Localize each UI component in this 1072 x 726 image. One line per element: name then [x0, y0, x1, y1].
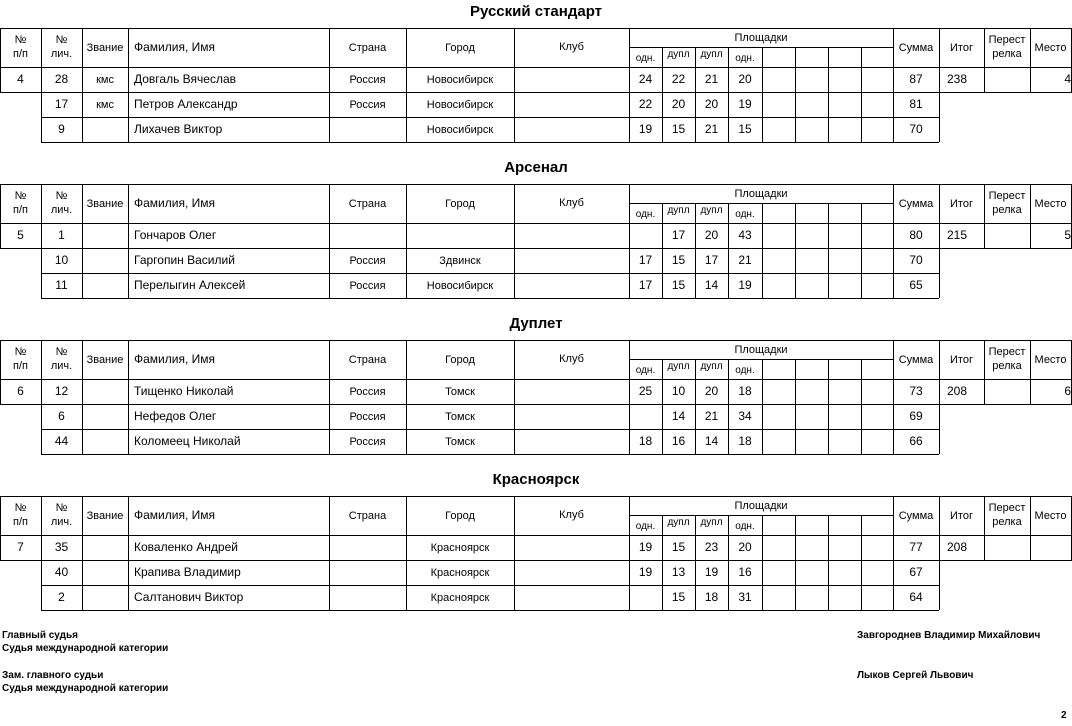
header-venue-sub: дупл	[700, 49, 723, 60]
header-place: Место	[1034, 198, 1067, 210]
grid-line	[795, 67, 796, 92]
player-score: 20	[738, 540, 752, 554]
header-venue-sub: дупл	[700, 361, 723, 372]
header-venue-sub: одн.	[635, 209, 656, 220]
grid-line	[82, 404, 83, 454]
player-score: 43	[738, 228, 752, 242]
header-rank: Звание	[86, 510, 124, 522]
grid-line	[762, 67, 763, 92]
team-npp: 6	[17, 384, 24, 398]
grid-line	[939, 248, 940, 298]
grid-line	[0, 379, 1072, 380]
grid-line	[795, 404, 796, 454]
player-score: 15	[671, 278, 686, 292]
grid-line	[406, 223, 407, 248]
grid-line	[41, 142, 939, 143]
header-total: Итог	[950, 42, 973, 54]
player-score: 14	[671, 409, 686, 423]
player-country: Россия	[349, 280, 386, 292]
player-score: 23	[704, 540, 719, 554]
grid-line	[861, 248, 862, 298]
grid-line	[861, 67, 862, 92]
player-score: 20	[671, 97, 686, 111]
grid-line	[939, 92, 940, 142]
grid-line	[514, 535, 515, 560]
header-name: Фамилия, Имя	[134, 508, 215, 522]
grid-line	[514, 248, 515, 298]
header-playoff: Перест	[988, 34, 1026, 46]
player-city: Томск	[445, 386, 475, 398]
team-title: Русский стандарт	[469, 3, 603, 20]
grid-line	[795, 515, 796, 536]
header-club: Клуб	[559, 197, 584, 209]
player-score: 24	[638, 72, 653, 86]
grid-line	[762, 248, 763, 298]
header-venue-sub: дупл	[667, 49, 690, 60]
header-city: Город	[445, 42, 475, 54]
player-score: 10	[671, 384, 686, 398]
header-club: Клуб	[559, 509, 584, 521]
grid-line	[0, 92, 1072, 93]
header-venue-sub: одн.	[635, 521, 656, 532]
header-sum: Сумма	[898, 510, 934, 522]
player-score: 22	[671, 72, 686, 86]
player-rank: кмс	[96, 74, 114, 86]
header-playoff: Перест	[988, 502, 1026, 514]
grid-line	[762, 560, 763, 610]
grid-line	[762, 515, 763, 536]
player-score: 17	[704, 253, 719, 267]
team-npp: 4	[17, 72, 24, 86]
player-sum: 73	[909, 384, 923, 398]
player-city: Красноярск	[430, 592, 490, 604]
grid-line	[861, 92, 862, 142]
player-score: 15	[671, 590, 686, 604]
player-name: Салтанович Виктор	[134, 590, 244, 604]
grid-line	[861, 223, 862, 248]
player-score: 18	[738, 384, 752, 398]
player-name: Довгаль Вячеслав	[134, 72, 237, 86]
header-venue-sub: одн.	[635, 53, 656, 64]
header-npp: №	[14, 502, 27, 514]
grid-line	[795, 92, 796, 142]
chief-judge-title: Главный судья	[2, 630, 78, 641]
header-playoff: релка	[992, 48, 1022, 60]
grid-line	[1030, 535, 1031, 560]
player-number: 2	[58, 590, 65, 604]
header-total: Итог	[950, 510, 973, 522]
grid-line	[939, 560, 940, 610]
player-number: 17	[54, 97, 69, 111]
team-place: 5	[1064, 228, 1071, 242]
header-npp: п/п	[13, 48, 28, 60]
player-name: Нефедов Олег	[134, 409, 217, 423]
player-score: 20	[704, 97, 719, 111]
grid-line	[861, 515, 862, 536]
grid-line	[984, 223, 985, 248]
grid-line	[828, 47, 829, 68]
player-score: 14	[704, 278, 719, 292]
grid-line	[762, 535, 763, 560]
deputy-judge-name: Лыков Сергей Львович	[857, 670, 974, 681]
grid-line	[514, 223, 515, 248]
player-score: 19	[704, 565, 719, 579]
player-score: 18	[638, 434, 653, 448]
header-playoff: релка	[992, 204, 1022, 216]
grid-line	[795, 359, 796, 380]
header-venue-sub: дупл	[667, 361, 690, 372]
grid-line	[629, 223, 630, 248]
team-total: 208	[947, 384, 968, 398]
team-total: 238	[947, 72, 968, 86]
grid-line	[329, 223, 330, 248]
header-playoff: релка	[992, 516, 1022, 528]
grid-line	[0, 28, 1072, 29]
team-title: Красноярск	[492, 471, 580, 488]
header-place: Место	[1034, 354, 1067, 366]
player-city: Красноярск	[430, 567, 490, 579]
player-sum: 87	[909, 72, 923, 86]
grid-line	[82, 379, 83, 404]
player-score: 21	[704, 409, 719, 423]
header-city: Город	[445, 354, 475, 366]
player-score: 22	[638, 97, 653, 111]
player-city: Новосибирск	[426, 280, 494, 292]
grid-line	[795, 203, 796, 224]
player-number: 9	[58, 122, 65, 136]
player-score: 15	[671, 122, 686, 136]
team-total: 215	[947, 228, 968, 242]
header-rank: Звание	[86, 42, 124, 54]
header-personal-number: лич.	[50, 516, 73, 528]
header-venue-sub: одн.	[735, 521, 755, 532]
chief-judge-category: Судья международной категории	[2, 643, 169, 654]
player-number: 10	[54, 253, 69, 267]
player-country: Россия	[349, 99, 386, 111]
grid-line	[939, 404, 940, 454]
player-sum: 81	[909, 97, 923, 111]
player-score: 20	[738, 72, 752, 86]
player-score: 16	[671, 434, 686, 448]
header-playoff: Перест	[988, 346, 1026, 358]
grid-line	[82, 223, 83, 248]
player-sum: 66	[909, 434, 923, 448]
player-name: Гаргопин Василий	[134, 253, 235, 267]
header-playoff: Перест	[988, 190, 1026, 202]
player-city: Красноярск	[430, 542, 490, 554]
header-npp: п/п	[13, 360, 28, 372]
page-number: 2	[1061, 710, 1067, 721]
team-title: Дуплет	[509, 315, 563, 332]
header-personal-number: №	[55, 34, 68, 46]
grid-line	[514, 92, 515, 142]
player-country: Россия	[349, 411, 386, 423]
player-sum: 70	[909, 253, 923, 267]
grid-line	[984, 535, 985, 560]
header-sum: Сумма	[898, 354, 934, 366]
player-number: 11	[55, 278, 68, 292]
grid-line	[861, 359, 862, 380]
grid-line	[861, 379, 862, 404]
player-sum: 69	[909, 409, 923, 423]
header-venue-sub: одн.	[635, 365, 656, 376]
grid-line	[984, 379, 985, 404]
header-venue-sub: одн.	[735, 209, 755, 220]
grid-line	[41, 429, 939, 430]
grid-line	[762, 203, 763, 224]
grid-line	[828, 379, 829, 404]
grid-line	[41, 585, 939, 586]
header-npp: №	[14, 34, 27, 46]
grid-line	[41, 117, 939, 118]
header-name: Фамилия, Имя	[134, 40, 215, 54]
grid-line	[762, 404, 763, 454]
grid-line	[828, 359, 829, 380]
grid-line	[41, 273, 939, 274]
grid-line	[828, 515, 829, 536]
player-sum: 70	[909, 122, 923, 136]
grid-line	[828, 404, 829, 454]
player-city: Томск	[445, 411, 475, 423]
player-score: 19	[738, 97, 752, 111]
grid-line	[861, 47, 862, 68]
grid-line	[41, 454, 939, 455]
grid-line	[41, 610, 939, 611]
header-venue-sub: дупл	[667, 517, 690, 528]
grid-line	[514, 560, 515, 610]
header-personal-number: №	[55, 502, 68, 514]
header-city: Город	[445, 198, 475, 210]
grid-line	[795, 223, 796, 248]
player-name: Петров Александр	[134, 97, 238, 111]
header-npp: №	[14, 190, 27, 202]
player-sum: 80	[909, 228, 923, 242]
header-personal-number: №	[55, 190, 68, 202]
grid-line	[514, 379, 515, 404]
grid-line	[82, 248, 83, 298]
header-venues: Площадки	[734, 344, 788, 356]
header-country: Страна	[348, 42, 387, 54]
header-city: Город	[445, 510, 475, 522]
grid-line	[329, 560, 330, 610]
grid-line	[0, 184, 1072, 185]
grid-line	[795, 47, 796, 68]
grid-line	[861, 535, 862, 560]
player-score: 14	[704, 434, 719, 448]
grid-line	[762, 359, 763, 380]
player-name: Лихачев Виктор	[134, 122, 223, 136]
grid-line	[0, 223, 1072, 224]
player-number: 28	[54, 72, 69, 86]
player-number: 44	[54, 434, 69, 448]
player-city: Новосибирск	[426, 99, 494, 111]
team-npp: 5	[17, 228, 24, 242]
player-score: 18	[738, 434, 752, 448]
player-score: 19	[638, 122, 653, 136]
header-venues: Площадки	[734, 188, 788, 200]
grid-line	[828, 248, 829, 298]
grid-line	[828, 92, 829, 142]
player-score: 15	[671, 540, 686, 554]
grid-line	[762, 379, 763, 404]
header-place: Место	[1034, 510, 1067, 522]
grid-line	[0, 67, 1072, 68]
player-sum: 65	[909, 278, 923, 292]
player-country: Россия	[349, 255, 386, 267]
header-personal-number: лич.	[50, 48, 73, 60]
header-country: Страна	[348, 198, 387, 210]
team-title: Арсенал	[504, 159, 568, 176]
player-number: 40	[54, 565, 69, 579]
player-sum: 64	[909, 590, 923, 604]
grid-line	[984, 67, 985, 92]
player-score: 18	[704, 590, 719, 604]
player-city: Томск	[445, 436, 475, 448]
header-personal-number: лич.	[50, 360, 73, 372]
player-number: 6	[58, 409, 65, 423]
grid-line	[514, 67, 515, 92]
player-city: Новосибирск	[426, 74, 494, 86]
grid-line	[795, 535, 796, 560]
header-playoff: релка	[992, 360, 1022, 372]
player-score: 20	[704, 384, 719, 398]
header-country: Страна	[348, 510, 387, 522]
player-name: Гончаров Олег	[134, 228, 217, 242]
team-npp: 7	[17, 540, 24, 554]
grid-line	[861, 203, 862, 224]
player-score: 31	[738, 590, 752, 604]
player-country: Россия	[349, 436, 386, 448]
header-venue-sub: одн.	[735, 53, 755, 64]
header-rank: Звание	[86, 354, 124, 366]
grid-line	[0, 340, 1072, 341]
header-personal-number: №	[55, 346, 68, 358]
player-score: 21	[738, 253, 752, 267]
grid-line	[795, 248, 796, 298]
grid-line	[514, 404, 515, 454]
player-score: 13	[671, 565, 686, 579]
player-country: Россия	[349, 74, 386, 86]
header-venues: Площадки	[734, 32, 788, 44]
team-place: 6	[1064, 384, 1071, 398]
grid-line	[0, 560, 1072, 561]
player-name: Коваленко Андрей	[134, 540, 238, 554]
grid-line	[329, 535, 330, 560]
header-npp: №	[14, 346, 27, 358]
header-country: Страна	[348, 354, 387, 366]
header-club: Клуб	[559, 41, 584, 53]
grid-line	[828, 535, 829, 560]
header-venue-sub: дупл	[700, 517, 723, 528]
header-sum: Сумма	[898, 42, 934, 54]
player-score: 16	[738, 565, 752, 579]
player-score: 19	[638, 565, 653, 579]
header-venue-sub: дупл	[667, 205, 690, 216]
player-score: 25	[638, 384, 653, 398]
header-sum: Сумма	[898, 198, 934, 210]
grid-line	[828, 560, 829, 610]
player-number: 1	[58, 228, 65, 242]
header-name: Фамилия, Имя	[134, 352, 215, 366]
grid-line	[762, 92, 763, 142]
header-venue-sub: дупл	[700, 205, 723, 216]
grid-line	[0, 535, 1072, 536]
header-rank: Звание	[86, 198, 124, 210]
player-sum: 77	[909, 540, 923, 554]
grid-line	[828, 223, 829, 248]
grid-line	[795, 379, 796, 404]
header-venues: Площадки	[734, 500, 788, 512]
player-sum: 67	[909, 565, 923, 579]
player-score: 21	[704, 72, 719, 86]
player-city: Здвинск	[439, 255, 481, 267]
grid-line	[828, 203, 829, 224]
header-personal-number: лич.	[50, 204, 73, 216]
player-score: 19	[738, 278, 752, 292]
player-name: Перелыгин Алексей	[134, 278, 246, 292]
player-rank: кмс	[96, 99, 114, 111]
player-score: 17	[638, 278, 653, 292]
header-npp: п/п	[13, 516, 28, 528]
player-score: 20	[704, 228, 719, 242]
header-place: Место	[1034, 42, 1067, 54]
header-venue-sub: одн.	[735, 365, 755, 376]
player-score: 34	[738, 409, 752, 423]
player-score: 15	[738, 122, 752, 136]
grid-line	[0, 404, 1072, 405]
player-score: 19	[638, 540, 653, 554]
grid-line	[795, 560, 796, 610]
grid-line	[762, 223, 763, 248]
header-total: Итог	[950, 198, 973, 210]
player-city: Новосибирск	[426, 124, 494, 136]
player-number: 35	[54, 540, 69, 554]
player-country: Россия	[349, 386, 386, 398]
deputy-judge-title: Зам. главного судьи	[2, 670, 104, 681]
grid-line	[0, 496, 1072, 497]
player-score: 15	[671, 253, 686, 267]
header-name: Фамилия, Имя	[134, 196, 215, 210]
player-score: 17	[671, 228, 686, 242]
team-place: 4	[1064, 72, 1071, 86]
player-score: 17	[638, 253, 653, 267]
header-npp: п/п	[13, 204, 28, 216]
chief-judge-name: Завгороднев Владимир Михайлович	[857, 630, 1041, 641]
header-total: Итог	[950, 354, 973, 366]
player-name: Крапива Владимир	[134, 565, 241, 579]
header-club: Клуб	[559, 353, 584, 365]
player-number: 12	[54, 384, 69, 398]
team-total: 208	[947, 540, 968, 554]
grid-line	[861, 560, 862, 610]
grid-line	[82, 560, 83, 610]
deputy-judge-category: Судья международной категории	[2, 683, 169, 694]
grid-line	[0, 248, 1072, 249]
grid-line	[82, 535, 83, 560]
grid-line	[762, 47, 763, 68]
player-score: 21	[704, 122, 719, 136]
player-name: Коломеец Николай	[134, 434, 241, 448]
grid-line	[41, 298, 939, 299]
player-name: Тищенко Николай	[134, 384, 234, 398]
grid-line	[861, 404, 862, 454]
grid-line	[828, 67, 829, 92]
